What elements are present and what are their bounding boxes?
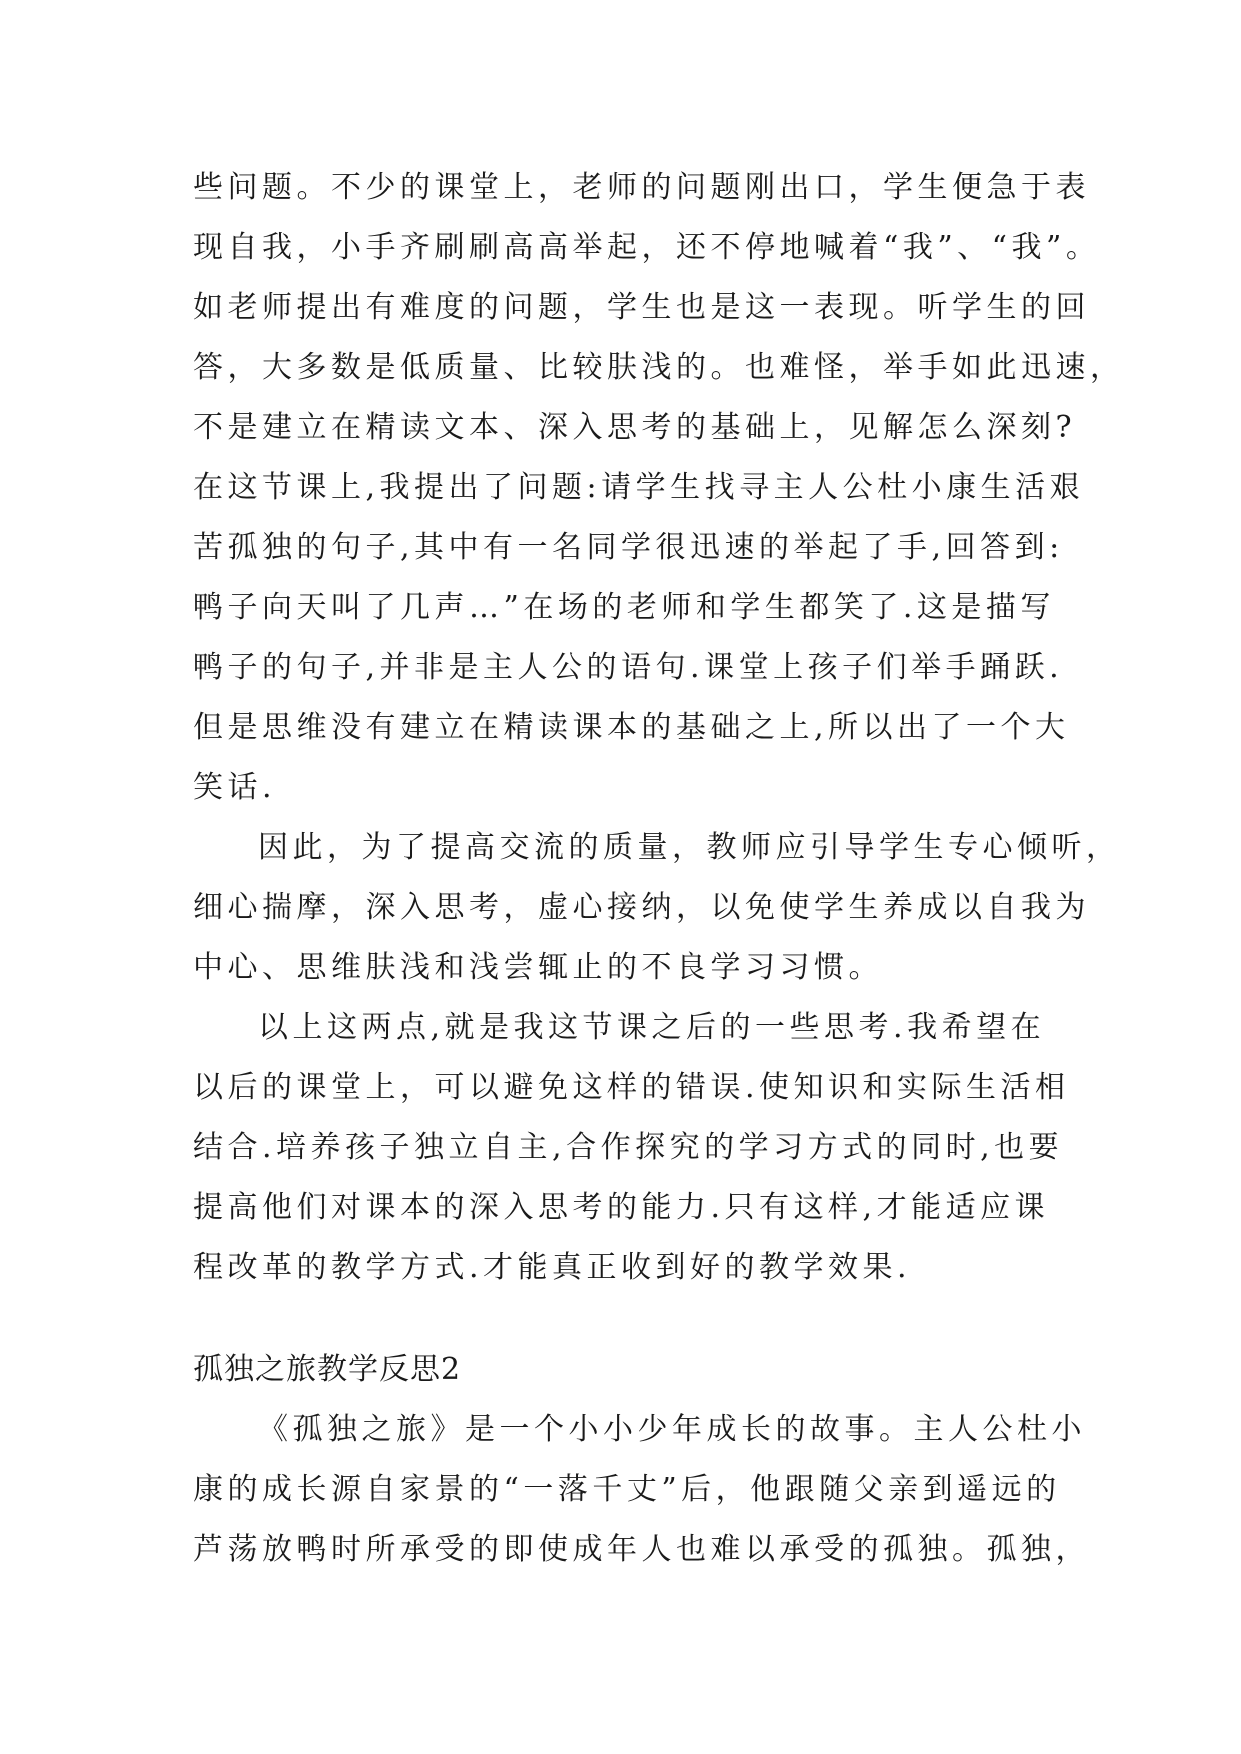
body-text-line: 但是思维没有建立在精读课本的基础之上,所以出了一个大 xyxy=(193,710,1070,745)
body-text-line: 提高他们对课本的深入思考的能力.只有这样,才能适应课 xyxy=(193,1190,1050,1225)
body-text-line: 现自我，小手齐刷刷高高举起，还不停地喊着“我”、“我”。 xyxy=(193,230,1101,265)
body-text-line: 鸭子向天叫了几声…”在场的老师和学生都笑了.这是描写 xyxy=(193,590,1055,625)
body-text-line: 程改革的教学方式.才能真正收到好的教学效果. xyxy=(193,1250,912,1285)
body-text-line: 笑话. xyxy=(193,770,277,805)
body-text-line: 在这节课上,我提出了问题:请学生找寻主人公杜小康生活艰 xyxy=(193,470,1085,505)
body-text-line: 康的成长源自家景的“一落千丈”后，他跟随父亲到遥远的 xyxy=(193,1472,1061,1507)
body-text-line: 鸭子的句子,并非是主人公的语句.课堂上孩子们举手踊跃. xyxy=(193,650,1064,685)
body-text-line: 不是建立在精读文本、深入思考的基础上，见解怎么深刻? xyxy=(193,410,1077,445)
body-text-line: 因此，为了提高交流的质量，教师应引导学生专心倾听， xyxy=(258,830,1121,865)
body-text-line: 以上这两点,就是我这节课之后的一些思考.我希望在 xyxy=(258,1010,1046,1045)
body-text-line: 芦荡放鸭时所承受的即使成年人也难以承受的孤独。孤独， xyxy=(193,1532,1090,1567)
body-text-line: 如老师提出有难度的问题，学生也是这一表现。听学生的回 xyxy=(193,290,1090,325)
body-text-line: 《孤独之旅》是一个小小少年成长的故事。主人公杜小 xyxy=(258,1412,1086,1447)
body-text-line: 细心揣摩，深入思考，虚心接纳，以免使学生养成以自我为 xyxy=(193,890,1090,925)
body-text-line: 结合.培养孩子独立自主,合作探究的学习方式的同时,也要 xyxy=(193,1130,1064,1165)
body-text-line: 中心、思维肤浅和浅尝辄止的不良学习习惯。 xyxy=(193,950,883,985)
body-text-line: 苦孤独的句子,其中有一名同学很迅速的举起了手,回答到: xyxy=(193,530,1064,565)
body-text-line: 答，大多数是低质量、比较肤浅的。也难怪，举手如此迅速， xyxy=(193,350,1125,385)
section-heading: 孤独之旅教学反思2 xyxy=(193,1352,462,1387)
body-text-line: 以后的课堂上，可以避免这样的错误.使知识和实际生活相 xyxy=(193,1070,1070,1105)
body-text-line: 些问题。不少的课堂上，老师的问题刚出口，学生便急于表 xyxy=(193,170,1090,205)
